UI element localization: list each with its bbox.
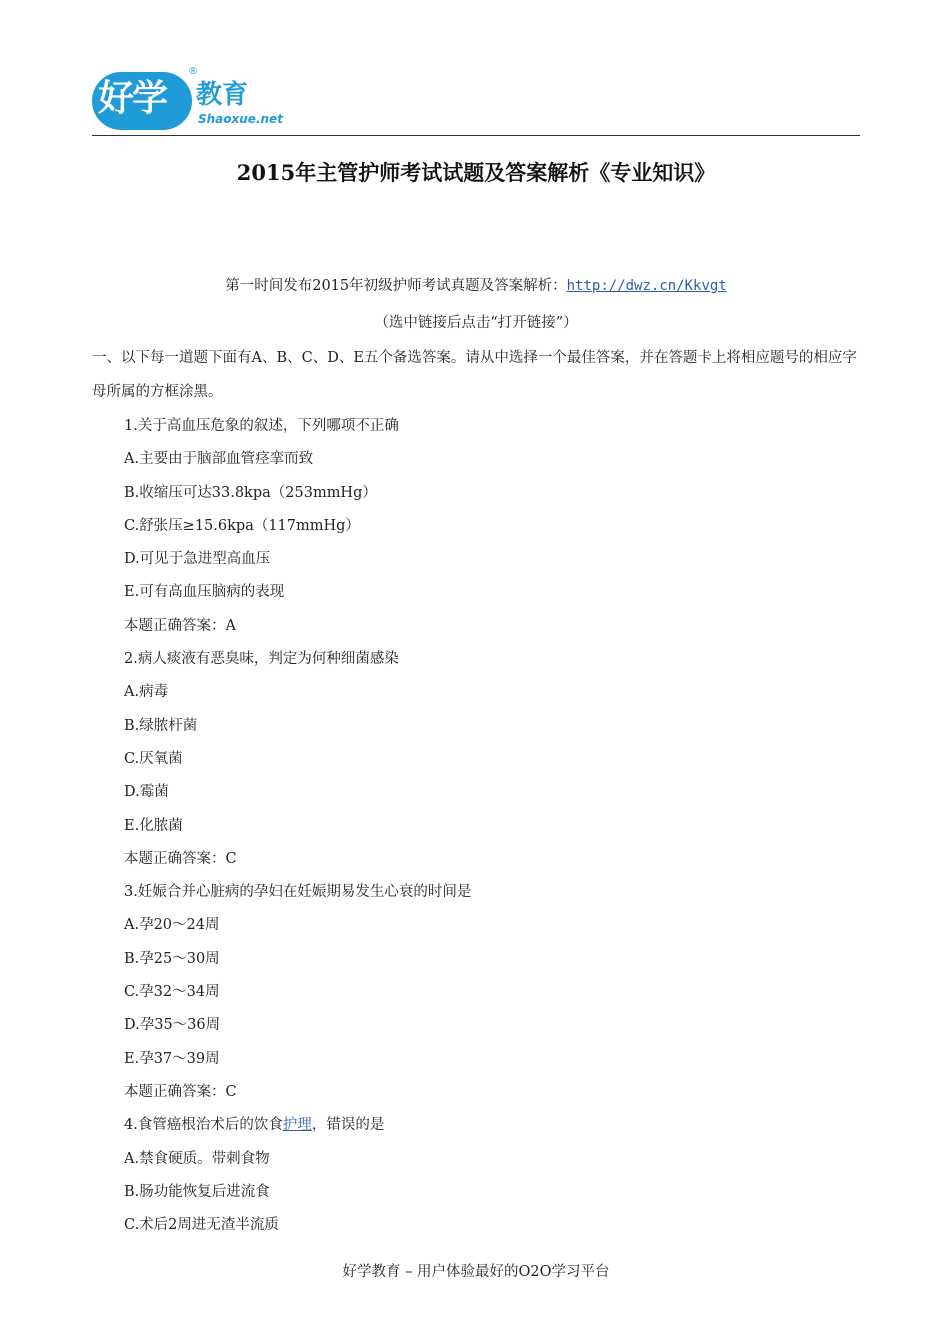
logo-domain: Shaoxue.net [198,112,283,126]
option: B.肠功能恢复后进流食 [124,1183,270,1200]
option: D.霉菌 [124,784,169,801]
option: E.可有高血压脑病的表现 [124,584,285,601]
question-stem: 2.病人痰液有恶臭味，判定为何种细菌感染 [124,651,399,668]
brand-logo[interactable] [92,66,282,132]
question-stem [124,1109,824,1142]
intro-prefix: 第一时间发布2015年初级护师考试真题及答案解析： [225,278,567,294]
header [92,58,860,136]
page-title: 2015年主管护师考试试题及答案解析《专业知识》 [236,160,716,185]
option: E.化脓菌 [124,817,183,834]
option: D.孕35～36周 [124,1017,221,1034]
nursing-link[interactable]: 护理 [282,1117,312,1134]
registered-mark: ® [188,66,198,77]
option: C.孕32～34周 [124,984,220,1001]
option: C.术后2周进无渣半流质 [124,1217,279,1234]
intro-line [92,276,860,296]
option: A.孕20～24周 [124,917,220,934]
answer: 本题正确答案：C [124,1083,237,1100]
option: C.厌氧菌 [124,750,183,767]
option: B.孕25～30周 [124,950,220,967]
page-footer: 好学教育 – 用户体验最好的O2O学习平台 [342,1264,610,1280]
option: A.禁食硬质。带刺食物 [124,1150,270,1167]
stem-suffix: ，错误的是 [311,1117,385,1134]
answer: 本题正确答案：A [124,617,236,634]
answer: 本题正确答案：C [124,850,237,867]
option: D.可见于急进型高血压 [124,551,271,568]
option: E.孕37～39周 [124,1050,220,1067]
header-divider [92,135,860,136]
stem-prefix: 4.食管癌根治术后的饮食 [124,1117,283,1134]
option: A.病毒 [124,684,169,701]
option: B.收缩压可达33.8kpa（253mmHg） [124,484,377,501]
option: B.绿脓杆菌 [124,717,198,734]
intro-note: （选中链接后点击“打开链接”） [374,315,578,331]
question-stem: 1.关于高血压危象的叙述，下列哪项不正确 [124,418,399,434]
logo-side-text: 教育 [196,80,249,110]
section-instructions: 一、以下每一道题下面有A、B、C、D、E五个备选答案。请从中选择一个最佳答案，并在答题卡上将相应题号的相应字母所属的方框涂黑。 [92,350,857,400]
question-list [124,410,824,1242]
option: C.舒张压≥15.6kpa（117mmHg） [124,517,360,534]
option: A.主要由于脑部血管痉挛而致 [124,451,314,468]
question-stem: 3.妊娠合并心脏病的孕妇在妊娠期易发生心衰的时间是 [124,884,472,901]
intro-link[interactable]: http://dwz.cn/Kkvgt [566,278,727,294]
logo-main-text: 好学 [98,78,167,119]
